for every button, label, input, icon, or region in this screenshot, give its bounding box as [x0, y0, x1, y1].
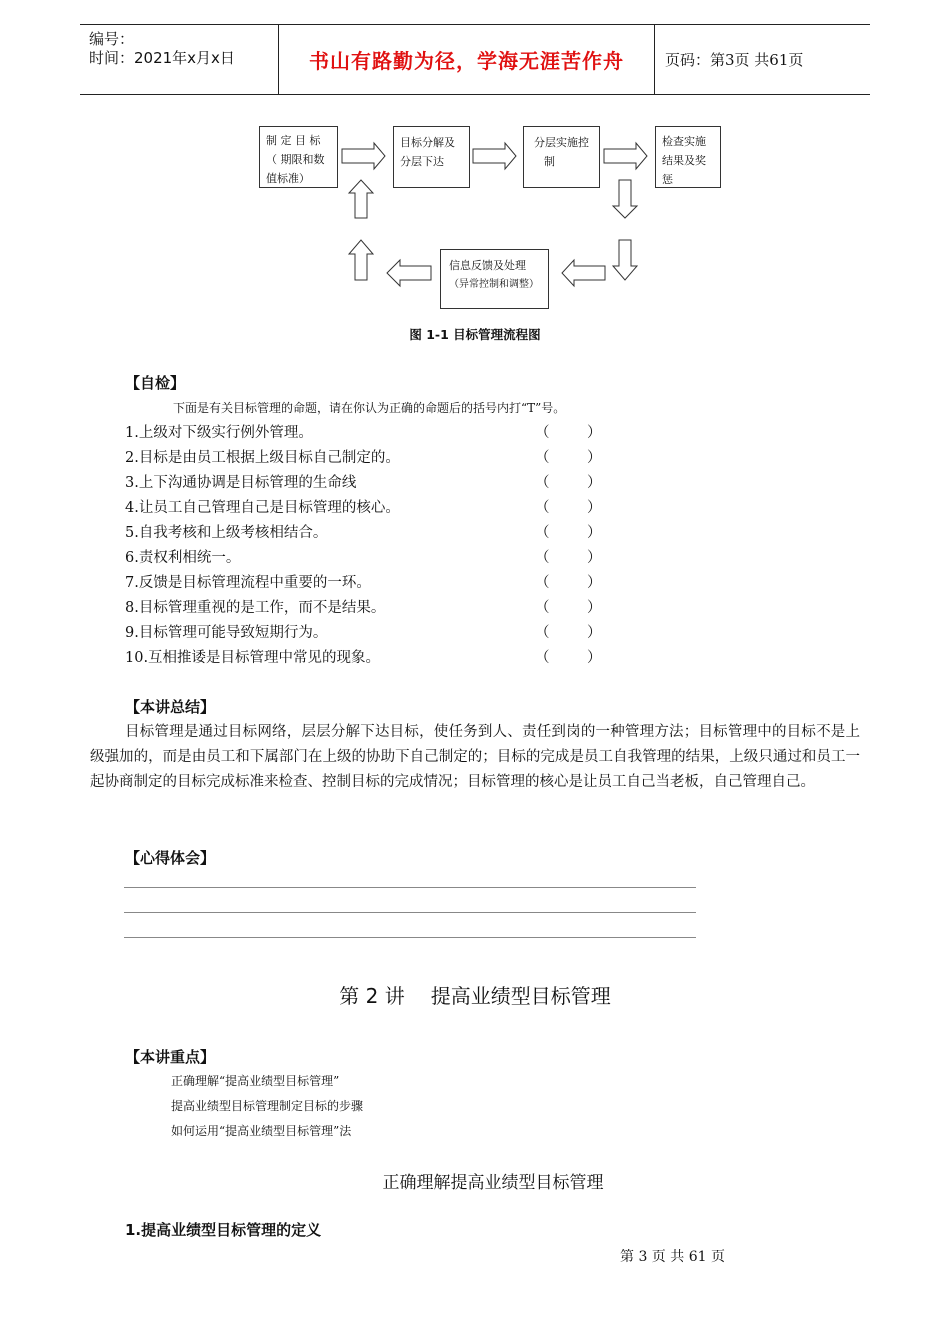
keypoint-item: 提高业绩型目标管理制定目标的步骤: [171, 1099, 364, 1113]
summary-text: 目标管理是通过目标网络，层层分解下达目标，使任务到人、责任到岗的一种管理方法；目标管理中的目标不是上级强加的，而是由员工和下属部门在上级的协助下自己制定的；目标的完成是员工自我管理的结果，上级只通过和员工一起协商制定的目标完成标准来检查、控制目标的完成情况；目标管理的核心是让员工自己当老板，自己管理自己。: [90, 724, 860, 790]
selfcheck-intro: 下面是有关目标管理的命题，请在你认为正确的命题后的括号内打“T”号。: [173, 401, 566, 415]
flow-box-inspect: 检查实施 结果及奖 惩: [655, 126, 721, 188]
lecture-number: 第 2 讲: [339, 984, 405, 1008]
arrow-right-icon: [473, 143, 516, 169]
lecture-title: [0, 980, 950, 1009]
arrow-up-icon: [349, 240, 373, 280]
list-item: 1.上级对下级实行例外管理。 （ ）: [125, 425, 602, 441]
list-item: 6.责权利相统一。 （ ）: [125, 550, 602, 566]
selfcheck-list: [125, 421, 605, 671]
list-item: 7.反馈是目标管理流程中重要的一环。 （ ）: [125, 575, 602, 591]
section-subheading: 正确理解提高业绩型目标管理: [382, 1173, 604, 1193]
list-item: 10.互相推诿是目标管理中常见的现象。 （ ）: [125, 650, 602, 666]
arrow-left-icon: [562, 260, 605, 286]
list-item: 8.目标管理重视的是工作，而不是结果。 （ ）: [125, 600, 602, 616]
reflection-heading: 【心得体会】: [125, 849, 216, 867]
writing-line[interactable]: [124, 912, 696, 913]
flow-box-feedback: 信息反馈及处理 （异常控制和调整）: [440, 249, 549, 309]
list-item: 9.目标管理可能导致短期行为。 （ ）: [125, 625, 602, 641]
list-item: 2.目标是由员工根据上级目标自己制定的。 （ ）: [125, 450, 602, 466]
time-label: 时间：2021年x月x日: [89, 49, 235, 67]
list-item: 4.让员工自己管理自己是目标管理的核心。 （ ）: [125, 500, 602, 516]
keypoint-item: 正确理解“提高业绩型目标管理”: [171, 1074, 340, 1088]
writing-line[interactable]: [124, 887, 696, 888]
keypoint-item: 如何运用“提高业绩型目标管理”法: [171, 1124, 352, 1138]
list-item: 3.上下沟通协调是目标管理的生命线 （ ）: [125, 475, 602, 491]
selfcheck-heading: 【自检】: [125, 374, 186, 392]
definition-heading: 1.提高业绩型目标管理的定义: [125, 1221, 322, 1239]
summary-heading: 【本讲总结】: [125, 698, 216, 716]
list-item: 5.自我考核和上级考核相结合。 （ ）: [125, 525, 602, 541]
page-code: 页码：第3页 共61页: [665, 51, 804, 69]
arrow-down-icon: [613, 180, 637, 218]
figure-caption: 图 1-1 目标管理流程图: [409, 327, 541, 342]
writing-line[interactable]: [124, 937, 696, 938]
arrow-up-icon: [349, 180, 373, 218]
flow-box-set-goals: 制 定 目 标 （ 期限和数 值标准）: [259, 126, 338, 188]
arrow-left-icon: [387, 260, 431, 286]
number-label: 编号：: [89, 30, 135, 48]
flow-box-decompose: 目标分解及 分层下达: [393, 126, 470, 188]
motto: 书山有路勤为径，学海无涯苦作舟: [309, 49, 624, 73]
page-footer: 第 3 页 共 61 页: [620, 1249, 725, 1265]
arrow-down-icon: [613, 240, 637, 280]
keypoints-heading: 【本讲重点】: [125, 1048, 216, 1066]
flow-box-implement: 分层实施控 制: [523, 126, 600, 188]
arrow-right-icon: [342, 143, 385, 169]
arrow-right-icon: [604, 143, 647, 169]
lecture-title-text: 提高业绩型目标管理: [430, 984, 611, 1008]
